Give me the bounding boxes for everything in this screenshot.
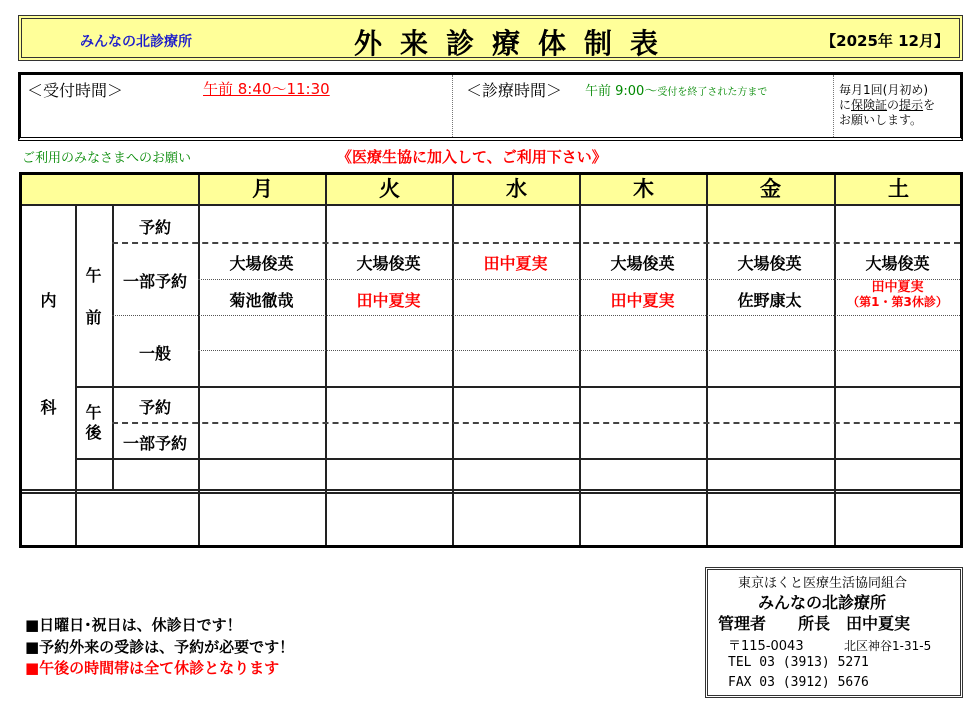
doctor-cell-sat-2 <box>834 281 961 309</box>
schedule-table <box>19 172 963 548</box>
coop-name: 東京ほくと医療生活協同組合 <box>738 576 908 591</box>
department-label: 内 <box>40 291 57 310</box>
address: 北区神谷1-31-5 <box>844 639 932 653</box>
grid-line <box>75 458 960 460</box>
doctor-cell-mon-1: 大場俊英 <box>229 254 294 273</box>
row-label-pm-partial: 一部予約 <box>122 434 187 453</box>
notice-bullet-afternoon-closed: ■午後の時間帯は全て休診となります <box>25 659 280 677</box>
doctor-cell-fri-1: 大場俊英 <box>737 254 802 273</box>
doctor-cell-thu-1: 大場俊英 <box>610 254 675 273</box>
text: を <box>923 98 936 112</box>
grid-line <box>198 350 960 351</box>
doctor-cell-tue-2: 田中夏実 <box>356 291 421 310</box>
text: に <box>839 98 852 112</box>
divider <box>833 75 834 137</box>
doctor-cell-tue-1: 大場俊英 <box>356 254 421 273</box>
doctor-name: 田中夏実 <box>871 280 924 295</box>
grid-line <box>75 206 77 545</box>
doctor-cell-thu-2: 田中夏実 <box>610 291 675 310</box>
text: の <box>887 98 900 112</box>
fax-number: FAX 03 (3912) 5676 <box>728 675 869 690</box>
closure-note: （第1・第3休診） <box>847 295 948 309</box>
department-label: 科 <box>40 398 57 417</box>
row-label-am-general: 一般 <box>138 344 171 363</box>
clinic-name: みんなの北診療所 <box>80 34 192 50</box>
divider <box>452 75 453 137</box>
reception-time: 午前 8:40～11:30 <box>203 80 330 98</box>
notice-bullet-holidays: ■日曜日･祝日は、休診日です！ <box>25 616 242 634</box>
pm-label: 午 <box>85 403 102 422</box>
row-label-am-partial: 一部予約 <box>122 272 187 291</box>
doctor-cell-mon-2: 菊池徹哉 <box>229 291 294 310</box>
contact-info-box <box>705 567 963 698</box>
hours-info-box <box>18 72 963 141</box>
schedule-period: 【2025年 12月】 <box>821 32 949 50</box>
grid-line <box>198 279 960 280</box>
notice-bullet-reservation: ■予約外来の受診は、予約が必要です！ <box>25 638 295 656</box>
notice-heading: ご利用のみなさまへのお願い <box>22 151 192 166</box>
consultation-time-note: 受付を終了された方まで <box>657 87 768 98</box>
coop-membership-notice: 《医療生協に加入して、ご利用下さい》 <box>337 148 607 166</box>
day-header-wed: 水 <box>452 175 579 204</box>
manager-name: 管理者 所長 田中夏実 <box>718 614 911 633</box>
insurance-note-line: お願いします。 <box>839 113 923 127</box>
day-header-thu: 木 <box>579 175 706 204</box>
consultation-time <box>585 80 767 99</box>
day-header-sat: 土 <box>834 175 961 204</box>
postal-code: 〒115-0043 <box>728 639 804 654</box>
day-header-mon: 月 <box>198 175 325 204</box>
insurance-card-note <box>839 83 935 128</box>
consultation-time-main: 午前 9:00～ <box>585 84 658 99</box>
contact-clinic-name: みんなの北診療所 <box>758 593 887 612</box>
grid-line <box>112 242 960 244</box>
insurance-note-line: 毎月1回(月初め) <box>839 83 928 97</box>
am-label: 前 <box>85 308 102 327</box>
double-grid-line <box>22 489 960 494</box>
pm-label: 後 <box>85 423 102 442</box>
doctor-cell-wed-1: 田中夏実 <box>483 254 548 273</box>
consultation-label: ＜診療時間＞ <box>466 81 563 100</box>
day-header-tue: 火 <box>325 175 452 204</box>
reception-label: ＜受付時間＞ <box>27 81 124 100</box>
table-header-row <box>22 175 960 206</box>
row-label-pm-reserved: 予約 <box>138 398 171 417</box>
phone-number: TEL 03 (3913) 5271 <box>728 655 869 670</box>
grid-line <box>112 422 960 424</box>
title-banner <box>18 15 963 61</box>
underlined-text: 提示 <box>899 98 924 112</box>
insurance-note-line <box>839 98 935 113</box>
underlined-text: 保険証 <box>851 98 888 112</box>
row-label-am-reserved: 予約 <box>138 218 171 237</box>
doctor-cell-sat-1: 大場俊英 <box>865 254 930 273</box>
day-header-fri: 金 <box>706 175 833 204</box>
grid-line <box>75 386 960 388</box>
page-title: 外来診療体制表 <box>354 27 677 60</box>
grid-line <box>112 315 960 316</box>
am-label: 午 <box>85 266 102 285</box>
doctor-cell-fri-2: 佐野康太 <box>737 291 802 310</box>
